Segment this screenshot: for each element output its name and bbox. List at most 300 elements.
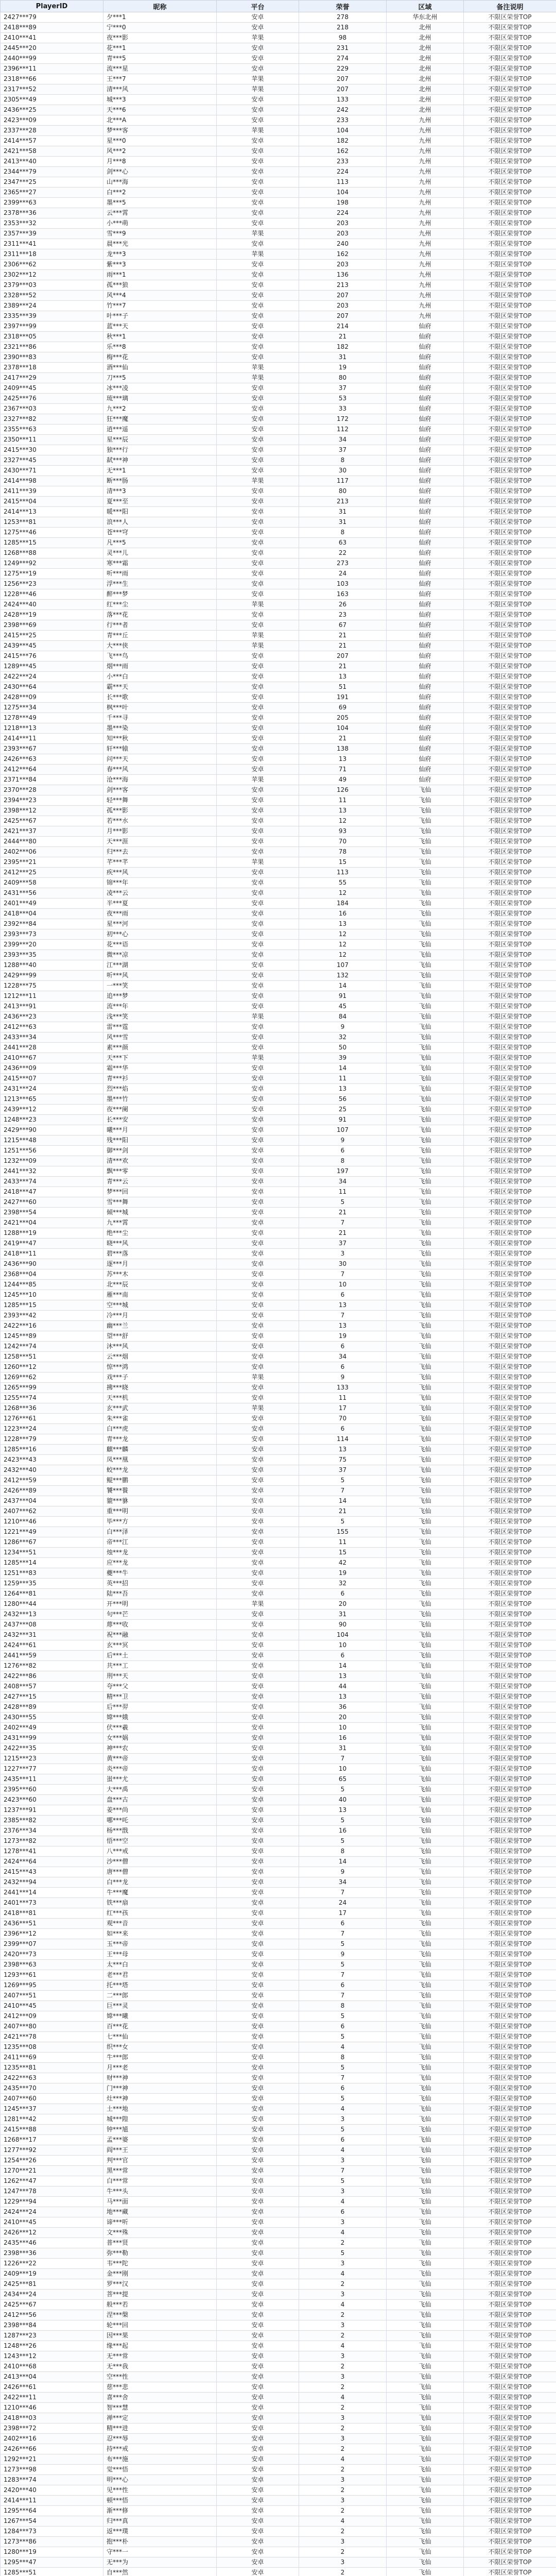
table-row[interactable]	[1, 517, 556, 528]
table-row[interactable]	[1, 54, 556, 64]
table-row[interactable]	[1, 1568, 556, 1579]
table-row[interactable]	[1, 2063, 556, 2073]
cell-honor: 12	[299, 940, 387, 950]
cell-note: 不限区荣誉TOP	[464, 1558, 556, 1568]
table-row[interactable]	[1, 1146, 556, 1156]
cell-nickname: 乐***8	[103, 342, 217, 352]
table-row[interactable]	[1, 95, 556, 105]
table-row[interactable]	[1, 682, 556, 692]
table-row[interactable]	[1, 270, 556, 280]
table-row[interactable]	[1, 1136, 556, 1146]
cell-player-id: 2409***58	[1, 878, 103, 888]
table-row[interactable]	[1, 2145, 556, 2156]
table-row[interactable]	[1, 1476, 556, 1486]
table-row[interactable]	[1, 1991, 556, 2001]
table-row[interactable]	[1, 1919, 556, 1929]
table-row[interactable]	[1, 826, 556, 837]
table-row[interactable]	[1, 929, 556, 940]
table-row[interactable]	[1, 1496, 556, 1506]
cell-note: 不限区荣誉TOP	[464, 2001, 556, 2011]
table-row[interactable]	[1, 1960, 556, 1970]
table-row[interactable]	[1, 744, 556, 754]
table-row[interactable]	[1, 1980, 556, 1991]
table-row[interactable]	[1, 857, 556, 868]
table-row[interactable]	[1, 631, 556, 641]
table-row[interactable]	[1, 1311, 556, 1321]
table-row[interactable]	[1, 1053, 556, 1063]
table-row[interactable]	[1, 868, 556, 878]
table-row[interactable]	[1, 2083, 556, 2094]
table-row[interactable]	[1, 291, 556, 301]
table-row[interactable]	[1, 507, 556, 517]
table-row[interactable]	[1, 1043, 556, 1053]
table-row[interactable]	[1, 1300, 556, 1311]
table-row[interactable]	[1, 806, 556, 816]
table-row[interactable]	[1, 2516, 556, 2527]
table-row[interactable]	[1, 2269, 556, 2279]
table-row[interactable]	[1, 1764, 556, 1774]
table-row[interactable]	[1, 1785, 556, 1795]
header-player-id[interactable]: PlayerID	[1, 1, 103, 12]
table-row[interactable]	[1, 394, 556, 404]
table-row[interactable]	[1, 43, 556, 54]
table-row[interactable]	[1, 1074, 556, 1084]
table-row[interactable]	[1, 1486, 556, 1496]
cell-nickname: 霜***华	[103, 1063, 217, 1074]
cell-player-id: 2389***24	[1, 301, 103, 311]
table-row[interactable]	[1, 1599, 556, 1609]
table-row[interactable]	[1, 528, 556, 538]
table-row[interactable]	[1, 1465, 556, 1476]
table-row[interactable]	[1, 352, 556, 363]
cell-nickname: 觉***悟	[103, 2465, 217, 2475]
table-row[interactable]	[1, 146, 556, 157]
table-row[interactable]	[1, 1187, 556, 1197]
table-row[interactable]	[1, 548, 556, 558]
table-row[interactable]	[1, 1177, 556, 1187]
table-row[interactable]	[1, 2217, 556, 2228]
table-row[interactable]	[1, 1743, 556, 1754]
table-row[interactable]	[1, 363, 556, 373]
cell-nickname: 小***萌	[103, 218, 217, 229]
table-row[interactable]	[1, 1228, 556, 1239]
table-row[interactable]	[1, 1754, 556, 1764]
cell-note: 不限区荣誉TOP	[464, 1527, 556, 1537]
cell-player-id: 1248***23	[1, 1115, 103, 1125]
table-row[interactable]	[1, 2341, 556, 2351]
table-row[interactable]	[1, 1239, 556, 1249]
table-row[interactable]	[1, 2475, 556, 2485]
table-row[interactable]	[1, 1846, 556, 1857]
cell-note: 不限区荣誉TOP	[464, 1723, 556, 1733]
table-row[interactable]	[1, 713, 556, 723]
table-row[interactable]	[1, 1197, 556, 1208]
table-row[interactable]	[1, 1208, 556, 1218]
cell-platform: 安卓	[217, 486, 299, 497]
cell-player-id: 1260***12	[1, 1362, 103, 1372]
cell-platform: 安卓	[217, 1074, 299, 1084]
cell-player-id: 2370***28	[1, 785, 103, 795]
table-row[interactable]	[1, 723, 556, 734]
table-row[interactable]	[1, 2444, 556, 2454]
table-row[interactable]	[1, 1517, 556, 1527]
table-row[interactable]	[1, 651, 556, 662]
table-row[interactable]	[1, 1939, 556, 1950]
table-row[interactable]	[1, 837, 556, 847]
table-row[interactable]	[1, 672, 556, 682]
table-row[interactable]	[1, 1713, 556, 1723]
cell-nickname: 渐***修	[103, 2506, 217, 2516]
table-row[interactable]	[1, 1393, 556, 1403]
table-row[interactable]	[1, 2207, 556, 2217]
table-row[interactable]	[1, 249, 556, 260]
table-row[interactable]	[1, 311, 556, 321]
table-row[interactable]	[1, 1682, 556, 1692]
table-row[interactable]	[1, 74, 556, 84]
table-row[interactable]	[1, 2310, 556, 2320]
table-row[interactable]	[1, 1609, 556, 1620]
header-note[interactable]: 备注说明	[464, 1, 556, 12]
table-row[interactable]	[1, 1063, 556, 1074]
table-row[interactable]	[1, 765, 556, 775]
table-row[interactable]	[1, 1548, 556, 1558]
table-row[interactable]	[1, 960, 556, 971]
table-row[interactable]	[1, 641, 556, 651]
cell-player-id: 2399***20	[1, 940, 103, 950]
table-row[interactable]	[1, 878, 556, 888]
table-row[interactable]	[1, 1032, 556, 1043]
table-row[interactable]	[1, 899, 556, 909]
table-row[interactable]	[1, 2197, 556, 2207]
table-row[interactable]	[1, 1125, 556, 1136]
table-row[interactable]	[1, 2290, 556, 2300]
table-row[interactable]	[1, 1002, 556, 1012]
table-row[interactable]	[1, 795, 556, 806]
table-row[interactable]	[1, 425, 556, 435]
table-row[interactable]	[1, 332, 556, 342]
table-row[interactable]	[1, 476, 556, 486]
table-row[interactable]	[1, 1434, 556, 1445]
table-row[interactable]	[1, 909, 556, 919]
table-row[interactable]	[1, 1445, 556, 1455]
cell-honor: 231	[299, 43, 387, 54]
table-row[interactable]	[1, 2176, 556, 2187]
table-row[interactable]	[1, 301, 556, 311]
cell-player-id: 2432***94	[1, 1877, 103, 1888]
table-row[interactable]	[1, 1558, 556, 1568]
table-row[interactable]	[1, 1826, 556, 1836]
table-row[interactable]	[1, 2032, 556, 2042]
cell-platform: 安卓	[217, 1919, 299, 1929]
cell-note: 不限区荣誉TOP	[464, 2568, 556, 2576]
table-row[interactable]	[1, 569, 556, 579]
table-row[interactable]	[1, 2382, 556, 2393]
cell-nickname: 凤***凰	[103, 1455, 217, 1465]
header-region[interactable]: 区域	[387, 1, 464, 12]
table-row[interactable]	[1, 1290, 556, 1300]
table-row[interactable]	[1, 2300, 556, 2310]
table-row[interactable]	[1, 2372, 556, 2382]
table-row[interactable]	[1, 2485, 556, 2496]
table-row[interactable]	[1, 1692, 556, 1702]
table-row[interactable]	[1, 383, 556, 394]
table-row[interactable]	[1, 2053, 556, 2063]
table-row[interactable]	[1, 2547, 556, 2557]
table-row[interactable]	[1, 1022, 556, 1032]
table-row[interactable]	[1, 816, 556, 826]
cell-platform: 安卓	[217, 2248, 299, 2259]
header-honor[interactable]: 荣誉	[299, 1, 387, 12]
table-row[interactable]	[1, 280, 556, 291]
table-row[interactable]	[1, 2156, 556, 2166]
table-row[interactable]	[1, 1331, 556, 1342]
table-row[interactable]	[1, 2166, 556, 2176]
table-row[interactable]	[1, 2496, 556, 2506]
table-row[interactable]	[1, 1424, 556, 1434]
table-row[interactable]	[1, 239, 556, 249]
cell-nickname: 蓝***天	[103, 321, 217, 332]
table-row[interactable]	[1, 2568, 556, 2576]
table-row[interactable]	[1, 1836, 556, 1846]
table-row[interactable]	[1, 579, 556, 589]
cell-nickname: 星***0	[103, 136, 217, 146]
table-row[interactable]	[1, 404, 556, 414]
table-row[interactable]	[1, 2320, 556, 2331]
table-row[interactable]	[1, 1857, 556, 1867]
table-row[interactable]	[1, 2424, 556, 2434]
table-row[interactable]	[1, 1723, 556, 1733]
table-row[interactable]	[1, 1321, 556, 1331]
cell-player-id: 2425***67	[1, 816, 103, 826]
table-row[interactable]	[1, 1372, 556, 1383]
header-platform[interactable]: 平台	[217, 1, 299, 12]
table-row[interactable]	[1, 2238, 556, 2248]
table-row[interactable]	[1, 1280, 556, 1290]
table-row[interactable]	[1, 1867, 556, 1877]
table-row[interactable]	[1, 703, 556, 713]
table-row[interactable]	[1, 2537, 556, 2547]
table-row[interactable]	[1, 1888, 556, 1898]
cell-honor: 207	[299, 74, 387, 84]
cell-honor: 5	[299, 1836, 387, 1846]
table-row[interactable]	[1, 1115, 556, 1125]
table-row[interactable]	[1, 115, 556, 126]
table-row[interactable]	[1, 198, 556, 208]
table-row[interactable]	[1, 2331, 556, 2341]
table-row[interactable]	[1, 2042, 556, 2053]
table-row[interactable]	[1, 2362, 556, 2372]
table-row[interactable]	[1, 414, 556, 425]
table-row[interactable]	[1, 1352, 556, 1362]
table-row[interactable]	[1, 2434, 556, 2444]
table-row[interactable]	[1, 971, 556, 981]
table-row[interactable]	[1, 2454, 556, 2465]
cell-region: 仙府	[387, 744, 464, 754]
table-row[interactable]	[1, 919, 556, 929]
table-row[interactable]	[1, 1816, 556, 1826]
table-row[interactable]	[1, 2125, 556, 2135]
table-row[interactable]	[1, 2001, 556, 2011]
table-row[interactable]	[1, 2279, 556, 2290]
table-row[interactable]	[1, 847, 556, 857]
table-row[interactable]	[1, 2506, 556, 2516]
cell-honor: 13	[299, 672, 387, 682]
cell-player-id: 2408***57	[1, 1682, 103, 1692]
table-row[interactable]	[1, 2248, 556, 2259]
cell-honor: 5	[299, 2248, 387, 2259]
table-row[interactable]	[1, 342, 556, 352]
table-row[interactable]	[1, 229, 556, 239]
table-row[interactable]	[1, 991, 556, 1002]
table-row[interactable]	[1, 1259, 556, 1269]
cell-player-id: 2401***73	[1, 1898, 103, 1908]
cell-platform: 安卓	[217, 1486, 299, 1496]
table-row[interactable]	[1, 1640, 556, 1651]
table-row[interactable]	[1, 1651, 556, 1661]
table-row[interactable]	[1, 2465, 556, 2475]
table-row[interactable]	[1, 1105, 556, 1115]
table-row[interactable]	[1, 1774, 556, 1785]
table-row[interactable]	[1, 23, 556, 33]
table-row[interactable]	[1, 662, 556, 672]
table-row[interactable]	[1, 84, 556, 95]
table-row[interactable]	[1, 33, 556, 43]
cell-region: 仙府	[387, 394, 464, 404]
table-row[interactable]	[1, 64, 556, 74]
table-row[interactable]	[1, 538, 556, 548]
table-row[interactable]	[1, 2114, 556, 2125]
table-row[interactable]	[1, 2557, 556, 2568]
table-row[interactable]	[1, 1249, 556, 1259]
table-row[interactable]	[1, 1342, 556, 1352]
table-row[interactable]	[1, 497, 556, 507]
table-row[interactable]	[1, 1455, 556, 1465]
table-row[interactable]	[1, 610, 556, 620]
table-row[interactable]	[1, 2073, 556, 2083]
table-row[interactable]	[1, 208, 556, 218]
cell-player-id: 2350***11	[1, 435, 103, 445]
table-row[interactable]	[1, 1795, 556, 1805]
table-row[interactable]	[1, 1156, 556, 1166]
table-row[interactable]	[1, 734, 556, 744]
table-row[interactable]	[1, 1218, 556, 1228]
table-row[interactable]	[1, 1620, 556, 1630]
table-row[interactable]	[1, 2094, 556, 2104]
table-row[interactable]	[1, 1537, 556, 1548]
table-row[interactable]	[1, 455, 556, 466]
table-row[interactable]	[1, 188, 556, 198]
table-row[interactable]	[1, 950, 556, 960]
table-row[interactable]	[1, 2351, 556, 2362]
table-row[interactable]	[1, 1970, 556, 1980]
table-row[interactable]	[1, 2104, 556, 2114]
table-row[interactable]	[1, 2527, 556, 2537]
table-row[interactable]	[1, 600, 556, 610]
table-row[interactable]	[1, 1630, 556, 1640]
table-row[interactable]	[1, 105, 556, 115]
cell-nickname: 慈***悲	[103, 2382, 217, 2393]
table-row[interactable]	[1, 2135, 556, 2145]
table-row[interactable]	[1, 2259, 556, 2269]
table-row[interactable]	[1, 1702, 556, 1713]
table-row[interactable]	[1, 136, 556, 146]
table-row[interactable]	[1, 2022, 556, 2032]
table-row[interactable]	[1, 218, 556, 229]
table-row[interactable]	[1, 981, 556, 991]
table-row[interactable]	[1, 2393, 556, 2403]
table-row[interactable]	[1, 1012, 556, 1022]
table-row[interactable]	[1, 486, 556, 497]
table-row[interactable]	[1, 1166, 556, 1177]
table-row[interactable]	[1, 167, 556, 177]
table-row[interactable]	[1, 1671, 556, 1682]
table-row[interactable]	[1, 1661, 556, 1671]
table-row[interactable]	[1, 888, 556, 899]
table-row[interactable]	[1, 2187, 556, 2197]
table-row[interactable]	[1, 435, 556, 445]
table-row[interactable]	[1, 466, 556, 476]
table-row[interactable]	[1, 1383, 556, 1393]
cell-nickname: 因***果	[103, 2331, 217, 2341]
table-row[interactable]	[1, 1589, 556, 1599]
table-row[interactable]	[1, 785, 556, 795]
table-row[interactable]	[1, 2413, 556, 2424]
table-row[interactable]	[1, 1877, 556, 1888]
table-row[interactable]	[1, 754, 556, 765]
table-row[interactable]	[1, 1950, 556, 1960]
table-row[interactable]	[1, 1733, 556, 1743]
table-row[interactable]	[1, 2228, 556, 2238]
table-row[interactable]	[1, 589, 556, 600]
table-row[interactable]	[1, 1527, 556, 1537]
table-row[interactable]	[1, 1929, 556, 1939]
table-row[interactable]	[1, 260, 556, 270]
table-row[interactable]	[1, 1908, 556, 1919]
table-row[interactable]	[1, 1094, 556, 1105]
table-row[interactable]	[1, 775, 556, 785]
table-row[interactable]	[1, 1579, 556, 1589]
table-row[interactable]	[1, 1403, 556, 1414]
table-row[interactable]	[1, 1506, 556, 1517]
cell-platform: 安卓	[217, 2022, 299, 2032]
cell-region: 飞仙	[387, 1022, 464, 1032]
header-nickname[interactable]: 昵称	[103, 1, 217, 12]
table-row[interactable]	[1, 126, 556, 136]
table-row[interactable]	[1, 620, 556, 631]
cell-player-id: 2420***73	[1, 1950, 103, 1960]
table-row[interactable]	[1, 2011, 556, 2022]
table-row[interactable]	[1, 12, 556, 23]
table-row[interactable]	[1, 1362, 556, 1372]
table-row[interactable]	[1, 1805, 556, 1816]
cell-note: 不限区荣誉TOP	[464, 806, 556, 816]
table-row[interactable]	[1, 2403, 556, 2413]
cell-player-id: 2431***24	[1, 1084, 103, 1094]
cell-region: 北州	[387, 33, 464, 43]
table-row[interactable]	[1, 558, 556, 569]
table-row[interactable]	[1, 940, 556, 950]
table-row[interactable]	[1, 321, 556, 332]
table-row[interactable]	[1, 1414, 556, 1424]
table-row[interactable]	[1, 1898, 556, 1908]
table-row[interactable]	[1, 373, 556, 383]
table-row[interactable]	[1, 177, 556, 188]
table-row[interactable]	[1, 1084, 556, 1094]
table-row[interactable]	[1, 157, 556, 167]
table-row[interactable]	[1, 692, 556, 703]
table-row[interactable]	[1, 445, 556, 455]
table-row[interactable]	[1, 1269, 556, 1280]
